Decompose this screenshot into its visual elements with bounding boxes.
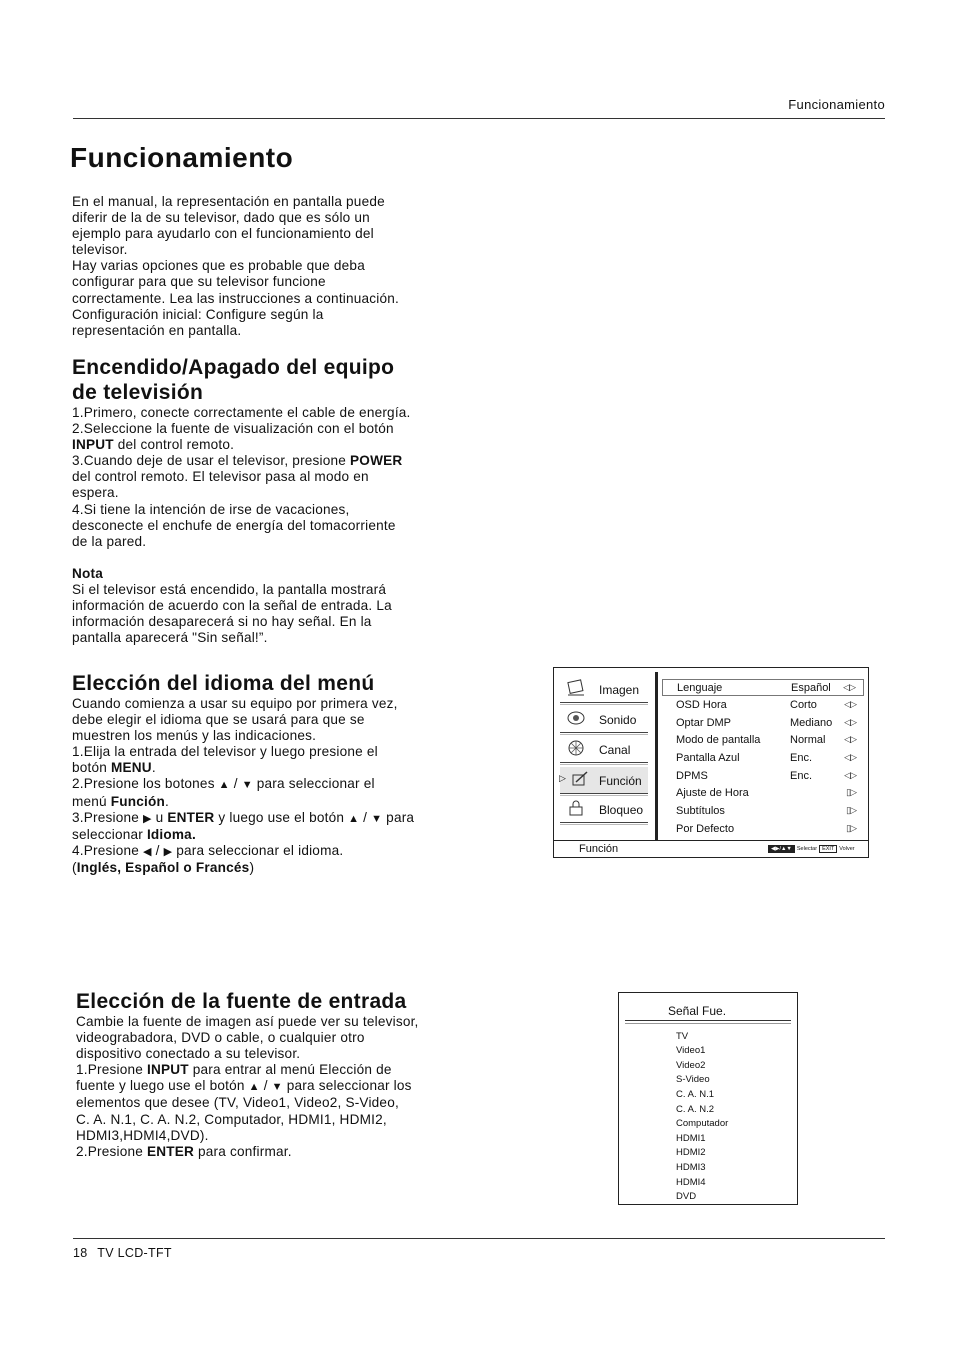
language-line (72, 843, 414, 860)
language-steps (72, 696, 414, 876)
power-heading-line1: Encendido/Apagado del equipo (72, 356, 395, 379)
power-step: 2.Seleccione la fuente de visualización con el botón (72, 421, 394, 437)
right-arrow-icon: ▶ (163, 845, 173, 858)
language-options: Inglés, Español o Francés (76, 859, 250, 875)
left-right-arrows-icon: ◁▷ (844, 770, 856, 780)
running-header: Funcionamiento (788, 97, 885, 112)
source-item[interactable]: Video2 (676, 1060, 706, 1071)
enter-arrow-icon: ▯▷ (846, 823, 856, 833)
note-line: información de acuerdo con la señal de entrada. La (72, 598, 392, 614)
source-menu-rule (625, 1020, 791, 1024)
source-select-menu (618, 992, 798, 1205)
note-block (72, 566, 392, 646)
language-line: muestren los menús y las indicaciones. (72, 728, 317, 744)
osd-option-row[interactable] (662, 768, 864, 785)
language-heading: Elección del idioma del menú (72, 672, 375, 695)
osd-divider-line (560, 732, 648, 735)
up-arrow-icon: ▲ (348, 812, 360, 825)
osd-divider-line (560, 762, 648, 765)
osd-option-value: Mediano (790, 717, 833, 729)
power-step: 1.Primero, conecte correctamente el cable de energía. (72, 405, 411, 420)
osd-option-value: Enc. (790, 770, 813, 782)
osd-option-row[interactable] (662, 679, 864, 696)
intro-line: Hay varias opciones que es probable que deba (72, 258, 365, 274)
osd-option-label: Por Defecto (676, 823, 735, 835)
intro-line: Configuración inicial: Configure según la (72, 306, 324, 322)
enter-arrow-icon: ▯▷ (846, 805, 856, 815)
intro-line: televisor. (72, 242, 128, 258)
enter-key: ENTER (167, 809, 215, 825)
intro-text (72, 194, 399, 339)
intro-line: representación en pantalla. (72, 322, 242, 338)
source-item[interactable]: Video1 (676, 1045, 706, 1056)
osd-category-label: Bloqueo (599, 803, 644, 817)
language-line (72, 810, 414, 827)
up-arrow-icon: ▲ (218, 779, 230, 792)
osd-vertical-divider (655, 672, 658, 840)
source-item[interactable]: HDMI3 (676, 1162, 706, 1173)
enter-arrow-icon: ▯▷ (846, 787, 856, 797)
language-text: u (151, 809, 168, 825)
source-menu-title: Señal Fue. (668, 1004, 727, 1018)
source-item[interactable]: Computador (676, 1118, 729, 1129)
source-line: videograbadora, DVD o cable, o cualquier otro (76, 1030, 365, 1046)
osd-category-label: Función (599, 774, 642, 788)
power-heading-line2: de televisión (72, 381, 204, 404)
source-line: elementos que desee (TV, Video1, Video2, S-Video, (76, 1095, 399, 1111)
power-steps (72, 405, 411, 550)
picture-icon (566, 679, 586, 697)
osd-category-canal[interactable] (560, 736, 648, 762)
power-heading (72, 355, 394, 405)
language-text: 3.Presione (72, 809, 143, 825)
enter-key: ENTER (146, 1143, 195, 1159)
product-name: TV LCD-TFT (97, 1246, 172, 1260)
source-line: dispositivo conectado a su televisor. (76, 1046, 301, 1062)
language-text: para (382, 809, 415, 825)
slash: / (151, 842, 164, 858)
right-arrow-icon: ▶ (142, 812, 152, 825)
language-line (72, 760, 414, 776)
osd-key-hint (768, 845, 855, 853)
left-right-arrows-icon: ◁▷ (843, 682, 855, 692)
note-line: información desaparecerá si no hay señal. En la (72, 614, 372, 630)
osd-category-list (554, 668, 655, 838)
page-title: Funcionamiento (70, 142, 294, 173)
source-line: C. A. N.1, C. A. N.2, Computador, HDMI1, HDMI2, (76, 1111, 387, 1127)
slash: / (259, 1078, 272, 1094)
osd-option-row[interactable] (662, 732, 864, 749)
osd-option-row[interactable] (662, 785, 864, 802)
source-text: fuente y luego use el botón (76, 1078, 249, 1094)
function-icon (570, 770, 590, 788)
language-line: debe elegir el idioma que se usará para que se (72, 712, 365, 728)
osd-option-label: Lenguaje (677, 682, 723, 694)
osd-category-imagen[interactable] (560, 676, 648, 702)
language-text: menú (72, 793, 111, 809)
function-key: Función (110, 793, 166, 809)
left-right-arrows-icon: ◁▷ (844, 734, 856, 744)
intro-line: diferir de la de su televisor, dado que es sólo un (72, 210, 370, 226)
source-steps (76, 1014, 419, 1160)
osd-option-label: Subtítulos (676, 805, 725, 817)
osd-option-row[interactable] (662, 750, 864, 767)
osd-category-bloqueo[interactable] (560, 796, 648, 822)
source-line (76, 1062, 419, 1078)
slash: / (229, 776, 242, 792)
page-footer (73, 1246, 172, 1260)
source-item[interactable]: DVD (676, 1191, 697, 1202)
header-rule (73, 118, 885, 119)
note-label: Nota (72, 566, 104, 581)
slash: / (359, 809, 372, 825)
source-text: 2.Presione (76, 1143, 147, 1159)
source-text: para seleccionar los (282, 1078, 412, 1094)
source-line (76, 1144, 419, 1160)
exit-key-icon: EXIT (819, 845, 837, 853)
language-text: ) (249, 859, 255, 875)
language-text: 2.Presione los botones (72, 776, 219, 792)
source-item[interactable]: C. A. N.1 (676, 1089, 715, 1100)
osd-option-label: Modo de pantalla (676, 734, 761, 746)
osd-divider-line (560, 702, 648, 705)
input-key: INPUT (72, 437, 114, 453)
osd-category-sonido[interactable] (560, 706, 648, 732)
page-number: 18 (73, 1246, 88, 1260)
language-text: 4.Presione (72, 842, 143, 858)
language-text: y luego use el botón (214, 809, 349, 825)
language-text: botón (72, 760, 111, 776)
power-step (72, 453, 411, 469)
idioma-key: Idioma. (146, 826, 196, 842)
source-item[interactable]: S-Video (676, 1074, 710, 1085)
source-text: para confirmar. (194, 1143, 292, 1159)
language-text: para seleccionar el idioma. (172, 842, 344, 858)
osd-option-row[interactable] (662, 803, 864, 820)
power-step (72, 437, 411, 453)
osd-category-label: Sonido (599, 713, 637, 727)
source-heading: Elección de la fuente de entrada (76, 990, 407, 1013)
footer-rule (73, 1238, 885, 1239)
up-arrow-icon: ▲ (248, 1081, 260, 1094)
down-arrow-icon: ▼ (241, 779, 253, 792)
source-item[interactable]: HDMI1 (676, 1133, 706, 1144)
osd-option-value: Corto (790, 699, 817, 711)
osd-option-row[interactable] (662, 821, 864, 838)
source-item[interactable]: HDMI2 (676, 1147, 706, 1158)
input-key: INPUT (146, 1062, 189, 1078)
source-item[interactable]: HDMI4 (676, 1177, 706, 1188)
intro-line: configurar para que su televisor funcione (72, 274, 326, 290)
language-text: . (165, 793, 170, 809)
note-line: Si el televisor está encendido, la pantalla mostrará (72, 582, 387, 598)
osd-option-label: Pantalla Azul (676, 752, 740, 764)
osd-option-row[interactable] (662, 715, 864, 732)
osd-category-label: Imagen (599, 683, 640, 697)
osd-category-funcion[interactable] (560, 767, 648, 793)
function-osd-menu (553, 667, 869, 858)
speaker-icon (566, 709, 586, 727)
source-text: 1.Presione (76, 1062, 147, 1078)
osd-category-label: Canal (599, 743, 631, 757)
language-line (72, 794, 414, 810)
language-line: Cuando comienza a usar su equipo por primera vez, (72, 696, 398, 711)
back-hint: Volver (839, 846, 855, 852)
language-line (72, 827, 414, 843)
osd-footer-bar (554, 840, 868, 858)
osd-option-value: Enc. (790, 752, 813, 764)
menu-key: MENU (111, 760, 152, 776)
note-label-line (72, 566, 392, 582)
source-line (76, 1078, 419, 1095)
down-arrow-icon: ▼ (271, 1081, 283, 1094)
language-text: ( (72, 859, 77, 875)
power-step: espera. (72, 485, 119, 501)
power-step: 4.Si tiene la intención de irse de vacaciones, (72, 501, 350, 517)
power-step-text: del control remoto. (113, 437, 235, 453)
intro-line: correctamente. Lea las instrucciones a continuación. (72, 290, 400, 306)
power-step: de la pared. (72, 533, 147, 549)
power-step-text: 3.Cuando deje de usar el televisor, presione (72, 453, 351, 469)
select-hint: Selectar (796, 846, 818, 852)
osd-option-row[interactable] (662, 697, 864, 714)
selection-arrow-icon: ▷ (559, 773, 566, 783)
left-right-arrows-icon: ◁▷ (844, 752, 856, 762)
osd-option-value: Español (791, 682, 831, 694)
language-text: . (151, 760, 156, 776)
power-key: POWER (350, 453, 403, 469)
lock-icon (566, 799, 586, 817)
osd-footer-title: Función (579, 843, 619, 855)
language-line: 1.Elija la entrada del televisor y luego presione el (72, 744, 378, 760)
osd-option-label: OSD Hora (676, 699, 727, 711)
intro-line: En el manual, la representación en pantalla puede (72, 194, 385, 209)
intro-line: ejemplo para ayudarlo con el funcionamiento del (72, 226, 374, 242)
source-line: Cambie la fuente de imagen así puede ver su televisor, (76, 1014, 419, 1029)
source-line: HDMI3,HDMI4,DVD). (76, 1127, 209, 1143)
osd-option-label: Optar DMP (676, 717, 732, 729)
left-right-arrows-icon: ◁▷ (844, 717, 856, 727)
language-line (72, 776, 414, 793)
language-line (72, 860, 414, 876)
note-line: pantalla aparecerá "Sin señal!”. (72, 630, 268, 646)
source-text: para entrar al menú Elección de (188, 1062, 392, 1078)
source-item[interactable]: C. A. N.2 (676, 1104, 715, 1115)
power-step: del control remoto. El televisor pasa al modo en (72, 469, 369, 485)
language-text: seleccionar (72, 826, 147, 842)
source-item[interactable]: TV (676, 1031, 689, 1042)
navigation-keys-icon: ◀▶/▲▼ (768, 845, 795, 853)
osd-divider-line (560, 822, 648, 825)
osd-option-label: Ajuste de Hora (676, 787, 749, 799)
power-step: desconecte el enchufe de energía del tomacorriente (72, 517, 396, 533)
left-arrow-icon: ◀ (142, 845, 152, 858)
channel-icon (566, 739, 586, 757)
osd-option-value: Normal (790, 734, 826, 746)
left-right-arrows-icon: ◁▷ (844, 699, 856, 709)
osd-option-label: DPMS (676, 770, 708, 782)
language-text: para seleccionar el (252, 776, 375, 792)
down-arrow-icon: ▼ (371, 812, 383, 825)
